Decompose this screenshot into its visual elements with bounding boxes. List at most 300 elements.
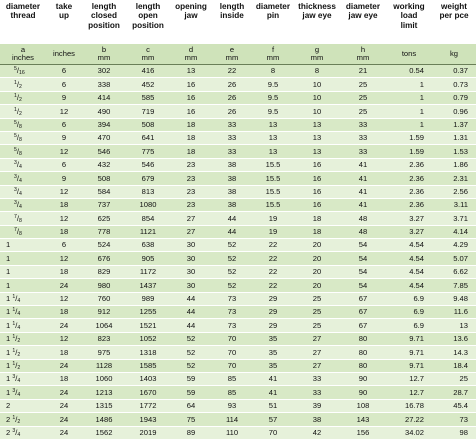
table-cell: 3.27 bbox=[386, 225, 432, 238]
table-cell: 2.31 bbox=[432, 172, 476, 185]
table-cell: 90 bbox=[340, 386, 386, 399]
table-cell: 9 bbox=[46, 172, 82, 185]
table-cell: 1 $^1/_4$ bbox=[0, 319, 46, 332]
table-cell: 52 bbox=[170, 346, 212, 359]
column-unit: b mm bbox=[82, 44, 126, 65]
table-cell: 1172 bbox=[126, 265, 170, 278]
table-cell: 1315 bbox=[82, 399, 126, 412]
table-cell: 18 bbox=[46, 198, 82, 211]
table-cell: 15.5 bbox=[252, 185, 294, 198]
table-cell: 33 bbox=[294, 386, 340, 399]
table-cell: 90 bbox=[340, 372, 386, 385]
table-body bbox=[0, 65, 476, 439]
table-cell: 27 bbox=[294, 359, 340, 372]
table-cell: 1 bbox=[386, 105, 432, 118]
table-cell: 625 bbox=[82, 212, 126, 225]
table-cell: 18 bbox=[170, 145, 212, 158]
table-cell: 1 bbox=[386, 118, 432, 131]
table-cell: 70 bbox=[252, 426, 294, 439]
table-cell: 2.36 bbox=[386, 158, 432, 171]
table-cell: 6.9 bbox=[386, 292, 432, 305]
table-cell: 1.86 bbox=[432, 158, 476, 171]
table-cell: 16 bbox=[294, 158, 340, 171]
table-cell: 59 bbox=[170, 386, 212, 399]
table-cell: 1121 bbox=[126, 225, 170, 238]
table-cell: 13 bbox=[170, 65, 212, 78]
table-cell: 35 bbox=[252, 346, 294, 359]
table-cell: 80 bbox=[340, 359, 386, 372]
table-row bbox=[0, 252, 476, 265]
column-unit: h mm bbox=[340, 44, 386, 65]
table-cell: 18 bbox=[294, 212, 340, 225]
table-cell: 29 bbox=[252, 292, 294, 305]
table-cell: 12 bbox=[46, 292, 82, 305]
table-cell: 19 bbox=[252, 225, 294, 238]
table-row bbox=[0, 78, 476, 91]
table-cell: 41 bbox=[340, 185, 386, 198]
table-cell: 778 bbox=[82, 225, 126, 238]
table-cell: 13 bbox=[252, 145, 294, 158]
table-cell: 676 bbox=[82, 252, 126, 265]
table-cell: 44 bbox=[212, 225, 252, 238]
table-cell: 44 bbox=[170, 306, 212, 319]
table-cell: 26 bbox=[212, 78, 252, 91]
column-header: diameter thread bbox=[0, 0, 46, 44]
column-header: working load limit bbox=[386, 0, 432, 44]
table-cell: 25 bbox=[432, 372, 476, 385]
table-cell: 28.7 bbox=[432, 386, 476, 399]
table-cell: $^5/_8$ bbox=[0, 118, 46, 131]
table-cell: 44 bbox=[212, 212, 252, 225]
column-header: diameter jaw eye bbox=[340, 0, 386, 44]
table-cell: 18 bbox=[170, 131, 212, 144]
table-row bbox=[0, 265, 476, 278]
table-cell: 1486 bbox=[82, 413, 126, 426]
table-cell: 4.54 bbox=[386, 265, 432, 278]
table-cell: 9.71 bbox=[386, 346, 432, 359]
table-cell: 1.59 bbox=[386, 131, 432, 144]
table-cell: 24 bbox=[46, 359, 82, 372]
table-cell: 13 bbox=[294, 118, 340, 131]
table-row bbox=[0, 359, 476, 372]
table-cell: 16 bbox=[294, 172, 340, 185]
table-cell: 12 bbox=[46, 105, 82, 118]
table-cell: 2019 bbox=[126, 426, 170, 439]
table-cell: 989 bbox=[126, 292, 170, 305]
table-cell: 15.5 bbox=[252, 172, 294, 185]
table-cell: 41 bbox=[252, 372, 294, 385]
table-row bbox=[0, 198, 476, 211]
table-cell: 13 bbox=[432, 319, 476, 332]
table-header bbox=[0, 0, 476, 65]
table-cell: 25 bbox=[340, 78, 386, 91]
table-cell: $^3/_4$ bbox=[0, 158, 46, 171]
table-cell: 1064 bbox=[82, 319, 126, 332]
table-cell: 80 bbox=[340, 332, 386, 345]
table-cell: 25 bbox=[294, 292, 340, 305]
column-unit: c mm bbox=[126, 44, 170, 65]
table-row bbox=[0, 158, 476, 171]
table-cell: $^7/_8$ bbox=[0, 212, 46, 225]
table-cell: 24 bbox=[46, 399, 82, 412]
table-cell: 23 bbox=[170, 172, 212, 185]
table-cell: 12.7 bbox=[386, 372, 432, 385]
table-cell: 1 bbox=[0, 239, 46, 252]
table-row bbox=[0, 332, 476, 345]
table-cell: 16 bbox=[294, 185, 340, 198]
table-cell: 70 bbox=[212, 332, 252, 345]
table-cell: 18 bbox=[46, 225, 82, 238]
table-cell: 1772 bbox=[126, 399, 170, 412]
table-cell: 38 bbox=[212, 198, 252, 211]
table-cell: 760 bbox=[82, 292, 126, 305]
table-cell: 38 bbox=[212, 172, 252, 185]
table-cell: 1.37 bbox=[432, 118, 476, 131]
table-cell: 6 bbox=[46, 78, 82, 91]
table-cell: 33 bbox=[212, 118, 252, 131]
table-cell: 4.29 bbox=[432, 239, 476, 252]
table-cell: 35 bbox=[252, 359, 294, 372]
table-cell: 18 bbox=[46, 306, 82, 319]
table-cell: 18 bbox=[46, 265, 82, 278]
table-cell: 6 bbox=[46, 65, 82, 78]
table-row bbox=[0, 131, 476, 144]
table-cell: 0.54 bbox=[386, 65, 432, 78]
table-cell: 33 bbox=[340, 118, 386, 131]
table-cell: 41 bbox=[340, 158, 386, 171]
column-unit: inches bbox=[46, 44, 82, 65]
table-cell: 10 bbox=[294, 105, 340, 118]
table-cell: 75 bbox=[170, 413, 212, 426]
table-cell: 30 bbox=[170, 279, 212, 292]
table-cell: 20 bbox=[294, 239, 340, 252]
table-cell: 0.73 bbox=[432, 78, 476, 91]
table-cell: 2.56 bbox=[432, 185, 476, 198]
table-cell: 9.71 bbox=[386, 332, 432, 345]
column-unit: tons bbox=[386, 44, 432, 65]
column-header: length inside bbox=[212, 0, 252, 44]
unit-row bbox=[0, 44, 476, 65]
table-cell: 1 $^1/_2$ bbox=[0, 332, 46, 345]
table-cell: 38 bbox=[294, 413, 340, 426]
table-cell: 13 bbox=[252, 118, 294, 131]
column-header: weight per pce bbox=[432, 0, 476, 44]
column-title-row bbox=[0, 0, 476, 44]
table-cell: 54 bbox=[340, 265, 386, 278]
table-cell: 18 bbox=[46, 346, 82, 359]
table-cell: 13.6 bbox=[432, 332, 476, 345]
table-cell: 416 bbox=[126, 65, 170, 78]
table-cell: 22 bbox=[252, 279, 294, 292]
table-cell: 45.4 bbox=[432, 399, 476, 412]
table-cell: 508 bbox=[126, 118, 170, 131]
table-cell: 23 bbox=[170, 185, 212, 198]
table-cell: 1 $^3/_4$ bbox=[0, 372, 46, 385]
table-cell: 108 bbox=[340, 399, 386, 412]
table-cell: 70 bbox=[212, 359, 252, 372]
table-cell: 143 bbox=[340, 413, 386, 426]
table-cell: 27.22 bbox=[386, 413, 432, 426]
table-cell: $^1/_2$ bbox=[0, 78, 46, 91]
table-cell: 27 bbox=[294, 332, 340, 345]
table-cell: 6 bbox=[46, 118, 82, 131]
table-cell: 1.59 bbox=[386, 145, 432, 158]
table-cell: 854 bbox=[126, 212, 170, 225]
column-header: length closed position bbox=[82, 0, 126, 44]
table-cell: 26 bbox=[212, 91, 252, 104]
table-row bbox=[0, 185, 476, 198]
table-cell: 156 bbox=[340, 426, 386, 439]
table-cell: 823 bbox=[82, 332, 126, 345]
table-cell: 719 bbox=[126, 105, 170, 118]
table-cell: 30 bbox=[170, 265, 212, 278]
table-cell: 54 bbox=[340, 252, 386, 265]
table-cell: 829 bbox=[82, 265, 126, 278]
table-cell: 26 bbox=[212, 105, 252, 118]
table-cell: 30 bbox=[170, 239, 212, 252]
table-row bbox=[0, 118, 476, 131]
table-cell: 394 bbox=[82, 118, 126, 131]
table-cell: 14.3 bbox=[432, 346, 476, 359]
table-cell: 9.71 bbox=[386, 359, 432, 372]
table-row bbox=[0, 372, 476, 385]
table-cell: 584 bbox=[82, 185, 126, 198]
table-cell: 813 bbox=[126, 185, 170, 198]
table-cell: 9.5 bbox=[252, 105, 294, 118]
table-cell: 16 bbox=[170, 105, 212, 118]
table-cell: 6.9 bbox=[386, 319, 432, 332]
table-cell: 24 bbox=[46, 413, 82, 426]
table-cell: 19 bbox=[252, 212, 294, 225]
table-cell: 1 $^1/_4$ bbox=[0, 292, 46, 305]
table-cell: 39 bbox=[294, 399, 340, 412]
table-cell: 18 bbox=[170, 118, 212, 131]
column-unit: d mm bbox=[170, 44, 212, 65]
table-cell: 2.36 bbox=[386, 185, 432, 198]
table-cell: 9.48 bbox=[432, 292, 476, 305]
table-cell: 7.85 bbox=[432, 279, 476, 292]
table-cell: 30 bbox=[170, 252, 212, 265]
table-cell: 51 bbox=[252, 399, 294, 412]
table-cell: 57 bbox=[252, 413, 294, 426]
table-cell: 18 bbox=[46, 372, 82, 385]
table-cell: 15.5 bbox=[252, 198, 294, 211]
table-cell: 16 bbox=[170, 78, 212, 91]
table-cell: 452 bbox=[126, 78, 170, 91]
table-cell: 24 bbox=[46, 279, 82, 292]
table-cell: 8 bbox=[252, 65, 294, 78]
table-cell: 679 bbox=[126, 172, 170, 185]
table-cell: 1403 bbox=[126, 372, 170, 385]
table-cell: 10 bbox=[294, 91, 340, 104]
table-cell: 52 bbox=[212, 279, 252, 292]
table-row bbox=[0, 386, 476, 399]
table-cell: 22 bbox=[252, 239, 294, 252]
table-cell: 470 bbox=[82, 131, 126, 144]
table-cell: 6 bbox=[46, 158, 82, 171]
table-cell: 1 bbox=[386, 78, 432, 91]
table-cell: 41 bbox=[252, 386, 294, 399]
table-row bbox=[0, 65, 476, 78]
table-cell: 33 bbox=[212, 131, 252, 144]
table-cell: 73 bbox=[212, 319, 252, 332]
table-cell: 3.27 bbox=[386, 212, 432, 225]
table-cell: 9 bbox=[46, 91, 82, 104]
table-cell: 1318 bbox=[126, 346, 170, 359]
column-header: take up bbox=[46, 0, 82, 44]
table-cell: 85 bbox=[212, 386, 252, 399]
table-row bbox=[0, 225, 476, 238]
table-cell: 67 bbox=[340, 292, 386, 305]
table-cell: 24 bbox=[46, 386, 82, 399]
table-cell: 85 bbox=[212, 372, 252, 385]
table-cell: 25 bbox=[340, 105, 386, 118]
table-cell: 1562 bbox=[82, 426, 126, 439]
table-row bbox=[0, 413, 476, 426]
table-cell: 1 $^1/_2$ bbox=[0, 346, 46, 359]
table-cell: 44 bbox=[170, 319, 212, 332]
table-row bbox=[0, 426, 476, 439]
table-cell: 524 bbox=[82, 239, 126, 252]
table-cell: 302 bbox=[82, 65, 126, 78]
table-cell: 5.07 bbox=[432, 252, 476, 265]
table-cell: 33 bbox=[212, 145, 252, 158]
table-cell: 2.36 bbox=[386, 198, 432, 211]
table-cell: 22 bbox=[252, 252, 294, 265]
table-cell: 490 bbox=[82, 105, 126, 118]
table-cell: 1052 bbox=[126, 332, 170, 345]
column-header: thickness jaw eye bbox=[294, 0, 340, 44]
table-cell: 48 bbox=[340, 212, 386, 225]
table-cell: 1213 bbox=[82, 386, 126, 399]
table-cell: 4.54 bbox=[386, 252, 432, 265]
table-cell: 16 bbox=[294, 198, 340, 211]
table-cell: 1.53 bbox=[432, 145, 476, 158]
table-cell: 1 bbox=[0, 265, 46, 278]
table-cell: 48 bbox=[340, 225, 386, 238]
table-row bbox=[0, 105, 476, 118]
table-cell: 737 bbox=[82, 198, 126, 211]
table-cell: 29 bbox=[252, 306, 294, 319]
table-cell: 23 bbox=[170, 158, 212, 171]
table-cell: 1.31 bbox=[432, 131, 476, 144]
table-cell: 16.78 bbox=[386, 399, 432, 412]
table-cell: 1 $^1/_2$ bbox=[0, 359, 46, 372]
column-unit: g mm bbox=[294, 44, 340, 65]
table-cell: 975 bbox=[82, 346, 126, 359]
table-cell: 21 bbox=[340, 65, 386, 78]
table-cell: 20 bbox=[294, 252, 340, 265]
table-cell: 0.37 bbox=[432, 65, 476, 78]
table-cell: 33 bbox=[340, 145, 386, 158]
table-cell: 64 bbox=[170, 399, 212, 412]
table-cell: 1128 bbox=[82, 359, 126, 372]
table-cell: 52 bbox=[170, 332, 212, 345]
table-cell: 8 bbox=[294, 65, 340, 78]
table-cell: 1 bbox=[0, 279, 46, 292]
table-cell: 6 bbox=[46, 239, 82, 252]
column-unit: f mm bbox=[252, 44, 294, 65]
table-cell: 12 bbox=[46, 145, 82, 158]
table-cell: 2 $^3/_4$ bbox=[0, 426, 46, 439]
table-cell: $^5/_8$ bbox=[0, 145, 46, 158]
table-cell: 0.96 bbox=[432, 105, 476, 118]
table-row bbox=[0, 306, 476, 319]
table-row bbox=[0, 399, 476, 412]
table-cell: 775 bbox=[126, 145, 170, 158]
table-cell: 12 bbox=[46, 185, 82, 198]
table-cell: 12.7 bbox=[386, 386, 432, 399]
table-row bbox=[0, 212, 476, 225]
table-cell: 6.62 bbox=[432, 265, 476, 278]
table-cell: 0.79 bbox=[432, 91, 476, 104]
table-cell: 67 bbox=[340, 319, 386, 332]
table-cell: 9.5 bbox=[252, 91, 294, 104]
table-cell: 13 bbox=[294, 131, 340, 144]
table-cell: 54 bbox=[340, 239, 386, 252]
table-cell: 35 bbox=[252, 332, 294, 345]
table-cell: 338 bbox=[82, 78, 126, 91]
table-row bbox=[0, 145, 476, 158]
table-cell: 1 $^1/_4$ bbox=[0, 306, 46, 319]
table-cell: 38 bbox=[212, 185, 252, 198]
table-cell: 508 bbox=[82, 172, 126, 185]
table-cell: 27 bbox=[294, 346, 340, 359]
table-cell: 44 bbox=[170, 292, 212, 305]
table-cell: 33 bbox=[340, 131, 386, 144]
table-cell: 25 bbox=[294, 319, 340, 332]
table-cell: 2 bbox=[0, 399, 46, 412]
table-cell: $^3/_4$ bbox=[0, 198, 46, 211]
table-cell: 41 bbox=[340, 198, 386, 211]
table-cell: $^3/_4$ bbox=[0, 185, 46, 198]
table-cell: 641 bbox=[126, 131, 170, 144]
table-cell: 80 bbox=[340, 346, 386, 359]
table-cell: 67 bbox=[340, 306, 386, 319]
table-cell: 15.5 bbox=[252, 158, 294, 171]
table-cell: $^1/_2$ bbox=[0, 91, 46, 104]
table-cell: 24 bbox=[46, 426, 82, 439]
table-cell: 22 bbox=[252, 265, 294, 278]
table-cell: 432 bbox=[82, 158, 126, 171]
table-cell: 16 bbox=[170, 91, 212, 104]
table-cell: 27 bbox=[170, 225, 212, 238]
table-cell: 18.4 bbox=[432, 359, 476, 372]
column-header: length open position bbox=[126, 0, 170, 44]
table-row bbox=[0, 91, 476, 104]
table-row bbox=[0, 279, 476, 292]
table-cell: 4.54 bbox=[386, 279, 432, 292]
table-cell: 12 bbox=[46, 332, 82, 345]
table-cell: 93 bbox=[212, 399, 252, 412]
table-cell: 52 bbox=[212, 239, 252, 252]
table-cell: 52 bbox=[170, 359, 212, 372]
table-cell: 59 bbox=[170, 372, 212, 385]
table-cell: $^5/_8$ bbox=[0, 131, 46, 144]
table-cell: 12 bbox=[46, 212, 82, 225]
table-cell: 20 bbox=[294, 279, 340, 292]
table-cell: 23 bbox=[170, 198, 212, 211]
table-cell: 89 bbox=[170, 426, 212, 439]
table-cell: 1437 bbox=[126, 279, 170, 292]
table-cell: 114 bbox=[212, 413, 252, 426]
table-cell: $^1/_2$ bbox=[0, 105, 46, 118]
table-cell: 1943 bbox=[126, 413, 170, 426]
table-cell: 1080 bbox=[126, 198, 170, 211]
table-cell: $^5/_{16}$ bbox=[0, 65, 46, 78]
table-cell: 38 bbox=[212, 158, 252, 171]
table-cell: 24 bbox=[46, 319, 82, 332]
